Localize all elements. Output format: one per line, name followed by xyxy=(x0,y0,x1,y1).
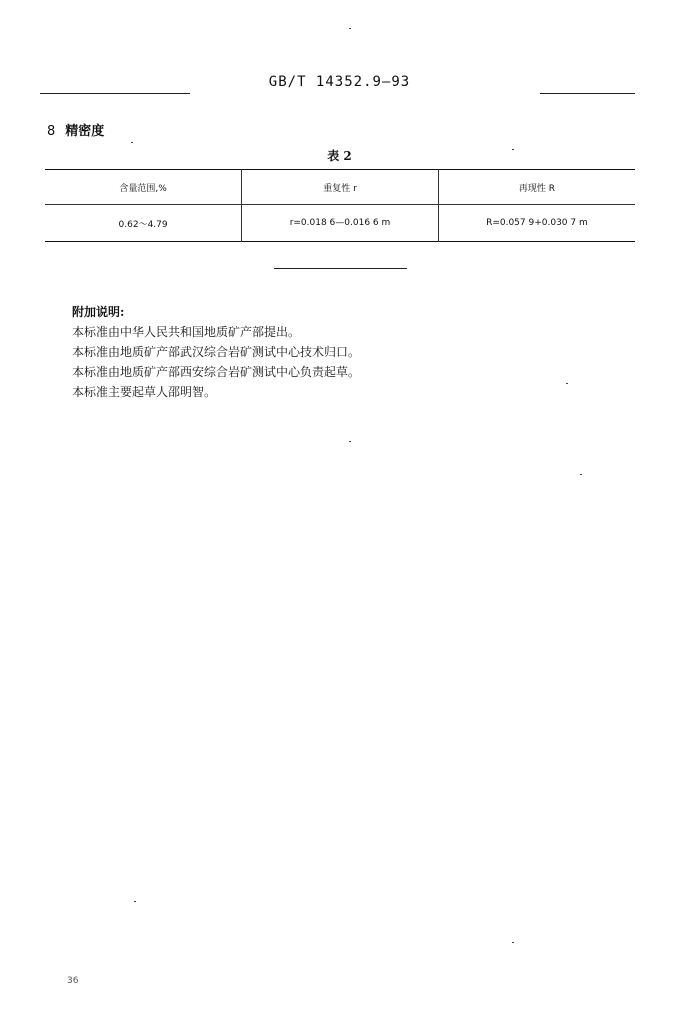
scan-speck xyxy=(580,474,582,475)
cell-repeatability: r=0.018 6—0.016 6 m xyxy=(242,205,439,242)
scan-speck xyxy=(131,142,133,143)
note-line: 本标准由地质矿产部武汉综合岩矿测试中心技术归口。 xyxy=(72,345,361,359)
cell-content-range: 0.62～4.79 xyxy=(45,205,242,242)
section-number: 8 xyxy=(47,124,56,139)
document-header-code: GB/T 14352.9—93 xyxy=(268,74,411,90)
table-header-row xyxy=(45,170,635,205)
page-number: 36 xyxy=(67,976,79,986)
table-caption: 表 2 xyxy=(327,149,352,163)
notes-title: 附加说明: xyxy=(72,305,125,319)
scan-speck xyxy=(512,942,514,943)
scan-speck xyxy=(349,441,351,442)
section-heading xyxy=(47,120,104,139)
column-header-repeatability: 重复性 r xyxy=(242,170,439,205)
scan-speck xyxy=(566,383,568,384)
header-rule-left xyxy=(40,93,190,94)
section-title: 精密度 xyxy=(65,124,105,139)
precision-table xyxy=(45,169,635,242)
scan-speck xyxy=(349,28,351,29)
note-line: 本标准由中华人民共和国地质矿产部提出。 xyxy=(72,325,301,339)
note-line: 本标准主要起草人邵明智。 xyxy=(72,385,217,399)
scan-speck xyxy=(134,901,136,902)
note-line: 本标准由地质矿产部西安综合岩矿测试中心负责起草。 xyxy=(72,365,361,379)
additional-notes xyxy=(72,302,360,402)
column-header-content-range: 含量范围,% xyxy=(45,170,242,205)
scan-speck xyxy=(512,149,514,150)
column-header-reproducibility: 再现性 R xyxy=(438,170,635,205)
separator-rule xyxy=(274,268,407,269)
header-rule-right xyxy=(540,93,635,94)
table-row xyxy=(45,205,635,242)
cell-reproducibility: R=0.057 9+0.030 7 m xyxy=(438,205,635,242)
